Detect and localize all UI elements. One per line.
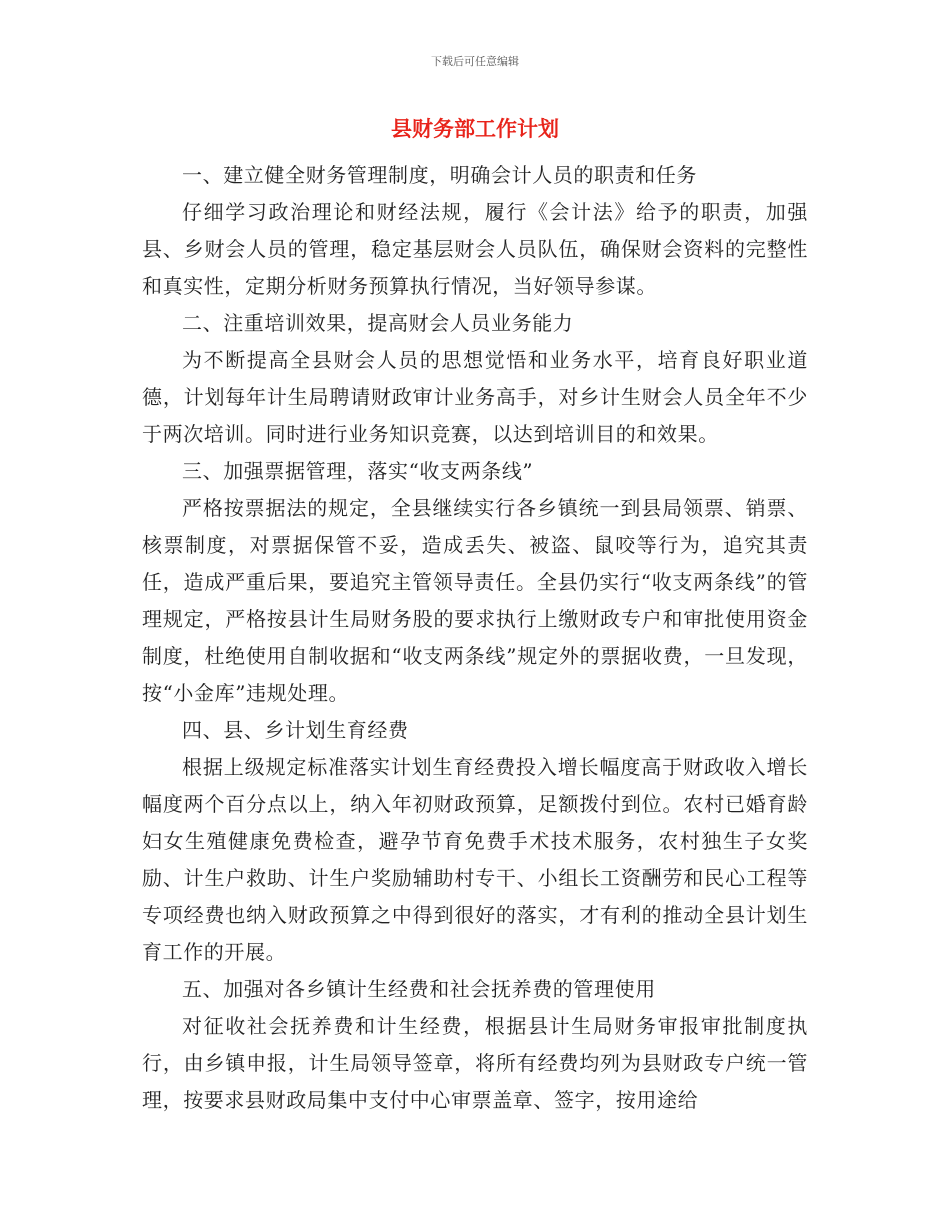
section-heading-1: 一、建立健全财务管理制度，明确会计人员的职责和任务 <box>182 163 697 187</box>
section-heading-4: 四、县、乡计划生育经费 <box>182 718 409 742</box>
document-title: 县财务部工作计划 <box>391 116 559 141</box>
paragraph-4: 根据上级规定标准落实计划生育经费投入增长幅度高于财政收入增长幅度两个百分点以上，纳入年初财政预算，足额拨付到位。农村已婚育龄妇女生殖健康免费检查，避孕节育免费手术技术服务，农村独生子女奖励、计生户救助、计生户奖励辅助村专干、小组长工资酬劳和民心工程等专项经费也纳入财政预算之中得到很好的落实，才有利的推动全县计划生育工作的开展。 <box>142 755 808 964</box>
section-heading-2: 二、注重培训效果，提高财会人员业务能力 <box>182 311 574 335</box>
document-body <box>142 157 808 1119</box>
section-heading-5: 五、加强对各乡镇计生经费和社会抚养费的管理使用 <box>182 977 656 1001</box>
paragraph-2: 为不断提高全县财会人员的思想觉悟和业务水平，培育良好职业道德，计划每年计生局聘请财政审计业务高手，对乡计生财会人员全年不少于两次培训。同时进行业务知识竞赛，以达到培训目的和效果。 <box>142 348 808 446</box>
paragraph-1: 仔细学习政治理论和财经法规，履行《会计法》给予的职责，加强县、乡财会人员的管理，稳定基层财会人员队伍，确保财会资料的完整性和真实性，定期分析财务预算执行情况，当好领导参谋。 <box>142 200 808 298</box>
paragraph-3: 严格按票据法的规定，全县继续实行各乡镇统一到县局领票、销票、核票制度，对票据保管不妥，造成丢失、被盗、鼠咬等行为，追究其责任，造成严重后果，要追究主管领导责任。全县仍实行“收支两条线”的管理规定，严格按县计生局财务股的要求执行上缴财政专户和审批使用资金制度，杜绝使用自制收据和“收支两条线”规定外的票据收费，一旦发现，按“小金库”违规处理。 <box>142 496 808 705</box>
paragraph-5: 对征收社会抚养费和计生经费，根据县计生局财务审报审批制度执行，由乡镇申报，计生局领导签章，将所有经费均列为县财政专户统一管理，按要求县财政局集中支付中心审票盖章、签字，按用途给 <box>142 1014 808 1112</box>
header-note: 下载后可任意编辑 <box>431 55 519 68</box>
section-heading-3: 三、加强票据管理，落实“收支两条线” <box>182 459 534 483</box>
